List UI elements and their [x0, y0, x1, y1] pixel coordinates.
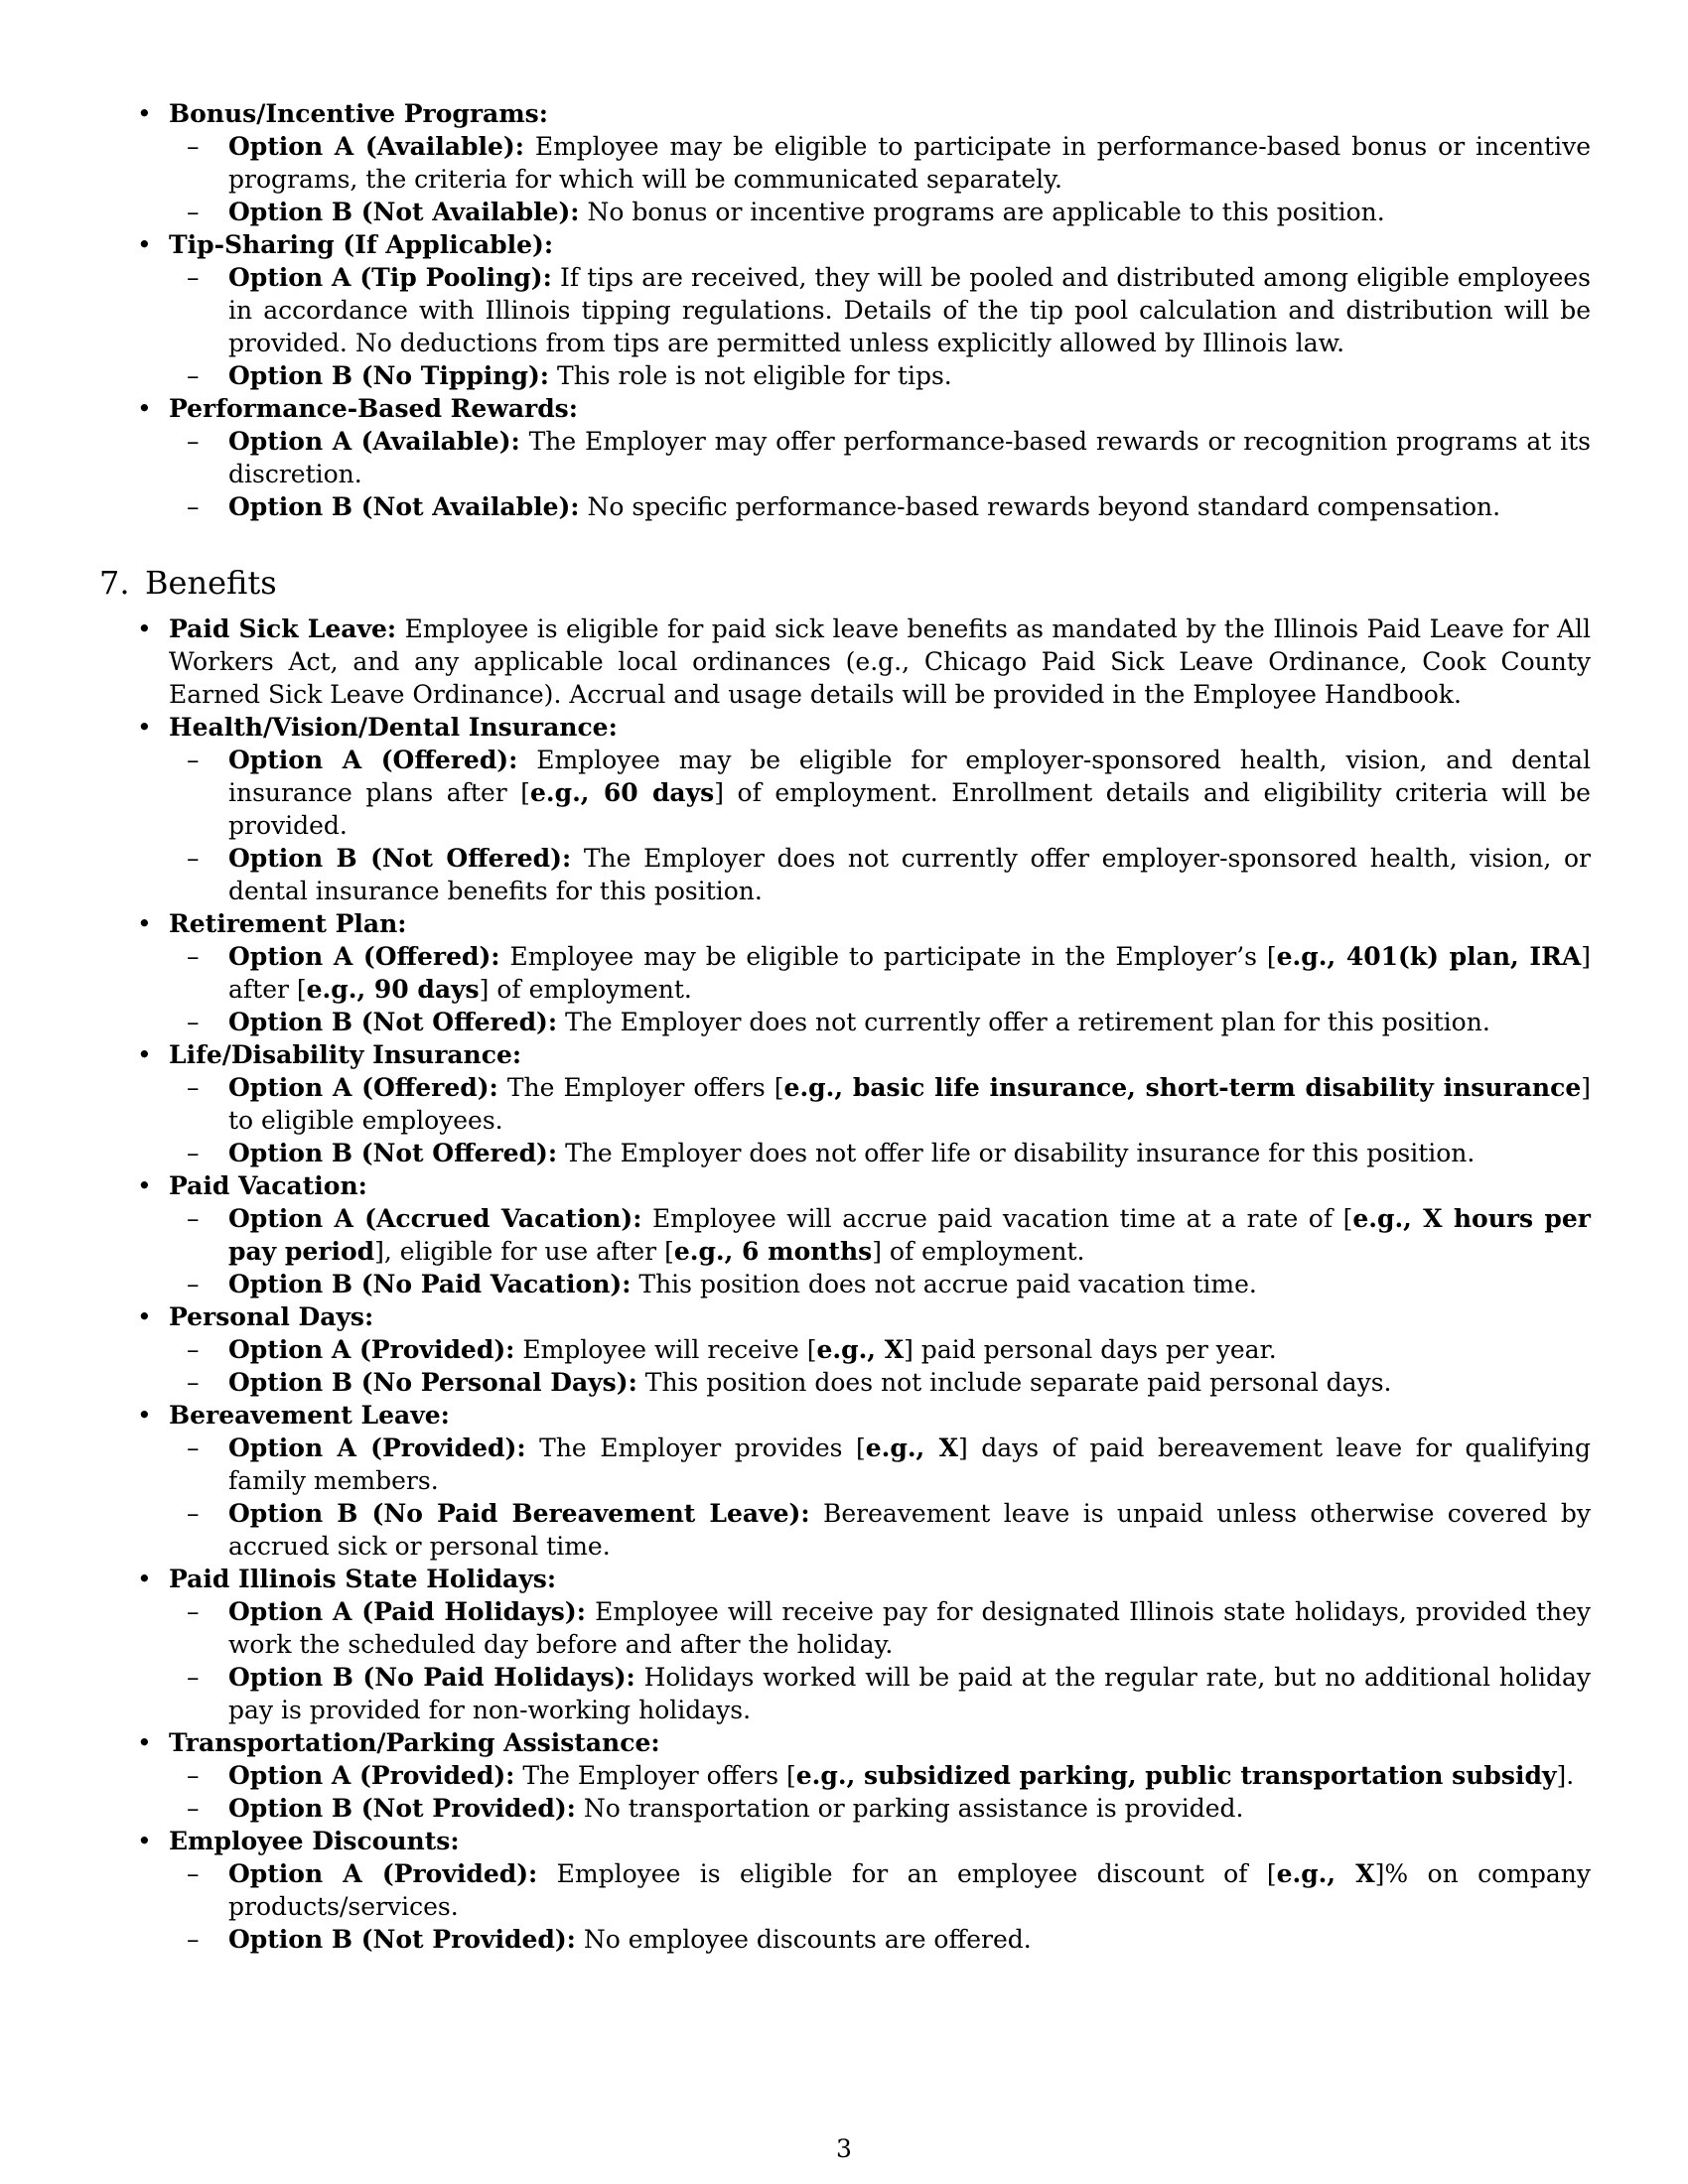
- option-text: Employee is eligible for an employee discount of [: [556, 1859, 1277, 1888]
- list-item-state-holidays: [99, 1563, 1591, 1726]
- option-item: [169, 842, 1591, 907]
- dash-icon: –: [187, 1663, 200, 1692]
- list-item-personal-days: [99, 1300, 1591, 1399]
- option-label: Option A (Provided):: [228, 1859, 538, 1888]
- list-item-bonus-incentive: [99, 97, 1591, 228]
- option-label: Option B (Not Provided):: [228, 1794, 576, 1823]
- option-item: [169, 425, 1591, 490]
- option-label: Option B (No Paid Bereavement Leave):: [228, 1499, 810, 1528]
- option-item: [169, 1661, 1591, 1726]
- option-text: Employee may be eligible to participate in performance-based bonus or incentive programs, the criteria for which will be communicated separately.: [228, 132, 1592, 194]
- bullet-icon: •: [137, 1302, 152, 1331]
- option-label: Option B (No Paid Vacation):: [228, 1270, 632, 1298]
- dash-icon: –: [187, 427, 200, 456]
- dash-icon: –: [187, 198, 200, 226]
- bullet-icon: •: [137, 1401, 152, 1430]
- option-label: Option B (Not Provided):: [228, 1925, 576, 1954]
- item-title: Personal Days:: [169, 1302, 374, 1331]
- dash-icon: –: [187, 1073, 200, 1102]
- option-text: ], eligible for use after [: [374, 1237, 674, 1266]
- dash-icon: –: [187, 844, 200, 873]
- option-item: [169, 1432, 1591, 1497]
- item-title: Tip-Sharing (If Applicable):: [169, 230, 554, 259]
- dash-icon: –: [187, 1204, 200, 1233]
- option-list: [169, 1857, 1591, 1956]
- placeholder-text: e.g., 6 months: [673, 1237, 873, 1266]
- placeholder-text: e.g., 90 days: [306, 975, 480, 1004]
- bullet-icon: •: [137, 713, 152, 742]
- option-text: The Employer does not currently offer employer-sponsored health, vision, or dental insurance benefits for this position.: [228, 844, 1591, 905]
- dash-icon: –: [187, 942, 200, 971]
- compensation-extras-list: [99, 97, 1591, 523]
- item-title: Performance-Based Rewards:: [169, 394, 578, 423]
- option-label: Option B (No Paid Holidays):: [228, 1663, 635, 1692]
- item-title: Transportation/Parking Assistance:: [169, 1728, 660, 1757]
- list-item-health-insurance: [99, 711, 1591, 907]
- option-list: [169, 1759, 1591, 1825]
- option-text: The Employer offers [: [506, 1073, 784, 1102]
- list-item-paid-vacation: [99, 1169, 1591, 1300]
- option-label: Option B (Not Available):: [228, 492, 580, 521]
- option-text: This role is not eligible for tips.: [556, 361, 952, 390]
- option-text: The Employer offers [: [522, 1761, 796, 1790]
- option-label: Option A (Tip Pooling):: [228, 263, 552, 292]
- placeholder-text: e.g., X hours per pay period: [228, 1204, 1591, 1266]
- dash-icon: –: [187, 1433, 200, 1462]
- option-list: [169, 1333, 1591, 1399]
- item-title: Health/Vision/Dental Insurance:: [169, 713, 618, 742]
- option-text: Employee will accrue paid vacation time at a rate of [: [652, 1204, 1353, 1233]
- bullet-icon: •: [137, 230, 152, 259]
- section-heading: [99, 563, 1591, 603]
- option-item: [169, 1792, 1591, 1825]
- dash-icon: –: [187, 1597, 200, 1626]
- option-label: Option A (Offered):: [228, 1073, 498, 1102]
- bullet-icon: •: [137, 1728, 152, 1757]
- option-label: Option B (No Personal Days):: [228, 1368, 637, 1397]
- item-title: Paid Illinois State Holidays:: [169, 1565, 557, 1593]
- dash-icon: –: [187, 263, 200, 292]
- option-item: [169, 1595, 1591, 1661]
- list-item-paid-sick-leave: [99, 613, 1591, 711]
- option-text: The Employer does not currently offer a retirement plan for this position.: [565, 1008, 1490, 1036]
- benefits-list: [99, 613, 1591, 1956]
- option-text: Holidays worked will be paid at the regular rate, but no additional holiday pay is provided for non-working holidays.: [228, 1663, 1591, 1724]
- option-label: Option A (Offered):: [228, 942, 500, 971]
- section-number: 7.: [99, 564, 130, 602]
- option-label: Option B (Not Offered):: [228, 844, 572, 873]
- option-item: [169, 1268, 1591, 1300]
- list-item-retirement-plan: [99, 907, 1591, 1038]
- option-list: [169, 1432, 1591, 1563]
- item-title: Paid Sick Leave:: [169, 614, 397, 643]
- option-text: ] after [: [228, 942, 1592, 1004]
- option-text: ]% on company products/services.: [228, 1859, 1591, 1921]
- option-label: Option B (Not Offered):: [228, 1139, 558, 1167]
- option-item: [169, 130, 1591, 196]
- option-text: This position does not accrue paid vacation time.: [638, 1270, 1257, 1298]
- dash-icon: –: [187, 361, 200, 390]
- dash-icon: –: [187, 1335, 200, 1364]
- item-title: Bonus/Incentive Programs:: [169, 99, 548, 128]
- bullet-icon: •: [137, 1040, 152, 1069]
- page-content: [99, 97, 1591, 1956]
- dash-icon: –: [187, 1499, 200, 1528]
- list-item-performance-rewards: [99, 392, 1591, 523]
- option-list: [169, 425, 1591, 523]
- bullet-icon: •: [137, 909, 152, 938]
- bullet-icon: •: [137, 99, 152, 128]
- dash-icon: –: [187, 1859, 200, 1888]
- option-text: ] of employment. Enrollment details and eligibility criteria will be provided.: [228, 778, 1591, 840]
- option-label: Option A (Paid Holidays):: [228, 1597, 586, 1626]
- option-list: [169, 1071, 1591, 1169]
- option-text: ] of employment.: [479, 975, 692, 1004]
- bullet-icon: •: [137, 1827, 152, 1855]
- option-text: Employee may be eligible for employer-sponsored health, vision, and dental insurance plans after [: [228, 746, 1591, 807]
- option-item: [169, 1759, 1591, 1792]
- item-title: Employee Discounts:: [169, 1827, 460, 1855]
- option-item: [169, 1366, 1591, 1399]
- list-item-life-disability: [99, 1038, 1591, 1169]
- bullet-icon: •: [137, 1171, 152, 1200]
- option-item: [169, 490, 1591, 523]
- section-title: Benefits: [145, 564, 277, 602]
- dash-icon: –: [187, 1270, 200, 1298]
- dash-icon: –: [187, 132, 200, 161]
- option-item: [169, 1497, 1591, 1563]
- option-label: Option A (Provided):: [228, 1433, 526, 1462]
- bullet-icon: •: [137, 1565, 152, 1593]
- option-label: Option A (Offered):: [228, 746, 518, 774]
- option-label: Option A (Provided):: [228, 1761, 515, 1790]
- option-text: No specific performance-based rewards beyond standard compensation.: [587, 492, 1501, 521]
- dash-icon: –: [187, 1368, 200, 1397]
- option-text: If tips are received, they will be pooled and distributed among eligible employees in accordance with Illinois tipping regulations. Details of the tip pool calculation and distribution will be provided. No deductions from tips are permitted unless explicitly allowed by Illinois law.: [228, 263, 1591, 357]
- option-item: [169, 359, 1591, 392]
- option-item: [169, 1006, 1591, 1038]
- option-item: [169, 1333, 1591, 1366]
- option-text: This position does not include separate paid personal days.: [644, 1368, 1392, 1397]
- dash-icon: –: [187, 1925, 200, 1954]
- option-text: The Employer does not offer life or disability insurance for this position.: [565, 1139, 1476, 1167]
- dash-icon: –: [187, 1139, 200, 1167]
- option-text: Employee will receive [: [522, 1335, 817, 1364]
- option-text: The Employer may offer performance-based rewards or recognition programs at its discretion.: [228, 427, 1591, 488]
- placeholder-text: e.g., subsidized parking, public transportation subsidy: [795, 1761, 1557, 1790]
- option-list: [169, 261, 1591, 392]
- option-item: [169, 1857, 1591, 1923]
- option-list: [169, 130, 1591, 228]
- option-item: [169, 1071, 1591, 1137]
- list-item-tip-sharing: [99, 228, 1591, 392]
- list-item-transportation: [99, 1726, 1591, 1825]
- dash-icon: –: [187, 1794, 200, 1823]
- option-label: Option A (Provided):: [228, 1335, 515, 1364]
- option-text: ] days of paid bereavement leave for qualifying family members.: [228, 1433, 1591, 1495]
- placeholder-text: e.g., X: [1276, 1859, 1375, 1888]
- option-label: Option B (No Tipping):: [228, 361, 550, 390]
- option-text: ].: [1556, 1761, 1575, 1790]
- option-item: [169, 744, 1591, 842]
- item-title: Retirement Plan:: [169, 909, 407, 938]
- option-item: [169, 1137, 1591, 1169]
- option-text: ] paid personal days per year.: [904, 1335, 1277, 1364]
- option-text: ] of employment.: [872, 1237, 1085, 1266]
- list-item-bereavement-leave: [99, 1399, 1591, 1563]
- bullet-icon: •: [137, 614, 152, 643]
- option-text: No employee discounts are offered.: [583, 1925, 1032, 1954]
- item-body: Employee is eligible for paid sick leave benefits as mandated by the Illinois Paid Leave for All Workers Act, and any applicable local ordinances (e.g., Chicago Paid Sick Leave Ordinance, Cook County Earned Sick Leave Ordinance). Accrual and usage details will be provided in the Employee Handbook.: [169, 614, 1592, 709]
- option-label: Option B (Not Available):: [228, 198, 580, 226]
- option-list: [169, 1202, 1591, 1300]
- option-label: Option B (Not Offered):: [228, 1008, 558, 1036]
- option-label: Option A (Accrued Vacation):: [228, 1204, 642, 1233]
- placeholder-text: e.g., 60 days: [530, 778, 715, 807]
- option-text: ] to eligible employees.: [228, 1073, 1591, 1135]
- page-number: 3: [836, 2134, 852, 2163]
- option-text: No transportation or parking assistance is provided.: [583, 1794, 1244, 1823]
- option-text: Bereavement leave is unpaid unless otherwise covered by accrued sick or personal time.: [228, 1499, 1591, 1561]
- dash-icon: –: [187, 1008, 200, 1036]
- placeholder-text: e.g., X: [816, 1335, 905, 1364]
- item-title: Bereavement Leave:: [169, 1401, 450, 1430]
- placeholder-text: e.g., X: [865, 1433, 958, 1462]
- option-text: The Employer provides [: [539, 1433, 866, 1462]
- item-title: Life/Disability Insurance:: [169, 1040, 522, 1069]
- dash-icon: –: [187, 746, 200, 774]
- option-text: Employee will receive pay for designated Illinois state holidays, provided they work the scheduled day before and after the holiday.: [228, 1597, 1592, 1659]
- option-item: [169, 1923, 1591, 1956]
- option-item: [169, 940, 1591, 1006]
- option-item: [169, 1202, 1591, 1268]
- option-text: No bonus or incentive programs are applicable to this position.: [587, 198, 1385, 226]
- option-list: [169, 940, 1591, 1038]
- option-item: [169, 196, 1591, 228]
- list-item-employee-discounts: [99, 1825, 1591, 1956]
- dash-icon: –: [187, 492, 200, 521]
- dash-icon: –: [187, 1761, 200, 1790]
- option-list: [169, 744, 1591, 907]
- option-label: Option A (Available):: [228, 132, 524, 161]
- option-list: [169, 1595, 1591, 1726]
- placeholder-text: e.g., 401(k) plan, IRA: [1276, 942, 1582, 971]
- placeholder-text: e.g., basic life insurance, short-term disability insurance: [783, 1073, 1582, 1102]
- option-item: [169, 261, 1591, 359]
- option-label: Option A (Available):: [228, 427, 520, 456]
- option-text: Employee may be eligible to participate in the Employer’s [: [509, 942, 1277, 971]
- bullet-icon: •: [137, 394, 152, 423]
- item-title: Paid Vacation:: [169, 1171, 367, 1200]
